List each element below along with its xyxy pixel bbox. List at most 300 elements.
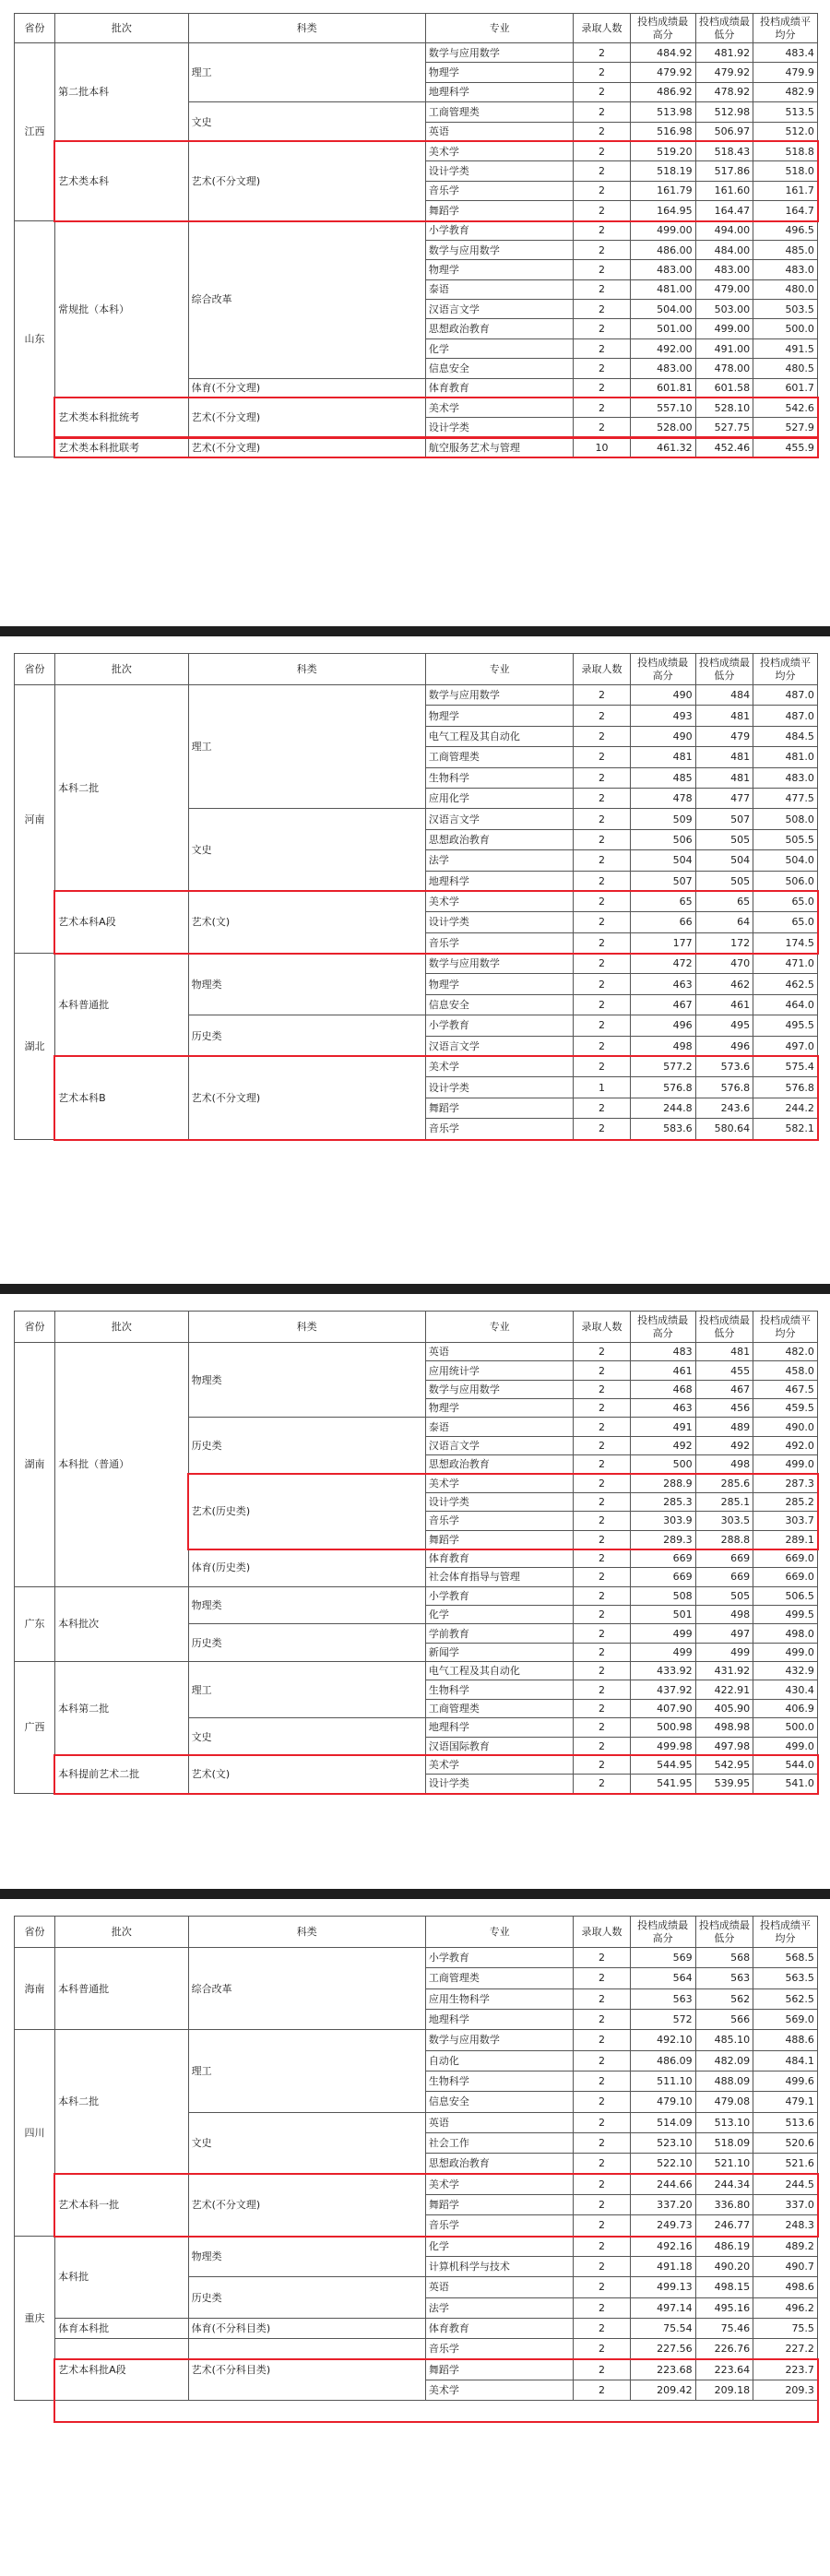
avg-score-cell: 498.0 xyxy=(753,1624,818,1643)
avg-score-cell: 285.2 xyxy=(753,1492,818,1511)
major-cell: 生物科学 xyxy=(425,1680,573,1699)
major-cell: 生物科学 xyxy=(425,767,573,788)
section-divider xyxy=(0,626,830,636)
count-cell: 2 xyxy=(574,994,630,1015)
batch-cell: 第二批本科 xyxy=(55,43,189,142)
avg-score-cell: 289.1 xyxy=(753,1530,818,1549)
major-cell: 计算机科学与技术 xyxy=(425,2256,573,2276)
avg-score-cell: 499.6 xyxy=(753,2071,818,2091)
avg-score-cell: 484.1 xyxy=(753,2050,818,2071)
major-cell: 体育教育 xyxy=(425,378,573,398)
header-major: 专业 xyxy=(425,14,573,43)
table-row xyxy=(15,2318,818,2338)
avg-score-cell: 576.8 xyxy=(753,1077,818,1098)
min-score-cell: 226.76 xyxy=(695,2339,753,2359)
avg-score-cell: 487.0 xyxy=(753,685,818,706)
avg-score-cell: 287.3 xyxy=(753,1474,818,1492)
table-row xyxy=(15,1755,818,1774)
category-cell: 理工 xyxy=(188,2030,425,2112)
max-score-cell: 504.00 xyxy=(630,300,695,319)
count-cell: 2 xyxy=(574,2112,630,2132)
major-cell: 英语 xyxy=(425,122,573,141)
max-score-cell: 518.19 xyxy=(630,161,695,181)
batch-cell: 本科普通批 xyxy=(55,954,189,1057)
major-cell: 思想政治教育 xyxy=(425,829,573,849)
avg-score-cell: 430.4 xyxy=(753,1680,818,1699)
avg-score-cell: 480.5 xyxy=(753,359,818,378)
count-cell: 2 xyxy=(574,726,630,746)
min-score-cell: 467 xyxy=(695,1380,753,1398)
major-cell: 思想政治教育 xyxy=(425,2154,573,2174)
province-cell: 四川 xyxy=(15,2030,55,2236)
header-min: 投档成绩最低分 xyxy=(695,654,753,685)
count-cell: 2 xyxy=(574,279,630,299)
avg-score-cell: 506.0 xyxy=(753,871,818,891)
count-cell: 2 xyxy=(574,220,630,240)
max-score-cell: 433.92 xyxy=(630,1662,695,1680)
max-score-cell: 249.73 xyxy=(630,2215,695,2236)
avg-score-cell: 75.5 xyxy=(753,2318,818,2338)
min-score-cell: 495.16 xyxy=(695,2297,753,2318)
category-cell: 理工 xyxy=(188,685,425,809)
avg-score-cell: 505.5 xyxy=(753,829,818,849)
major-cell: 体育教育 xyxy=(425,2318,573,2338)
avg-score-cell: 406.9 xyxy=(753,1699,818,1717)
max-score-cell: 669 xyxy=(630,1568,695,1586)
score-panel xyxy=(0,1899,830,2576)
batch-cell: 艺术本科一批 xyxy=(55,2174,189,2236)
min-score-cell: 539.95 xyxy=(695,1775,753,1793)
avg-score-cell: 508.0 xyxy=(753,809,818,829)
avg-score-cell: 244.5 xyxy=(753,2174,818,2194)
batch-cell: 艺术本科A段 xyxy=(55,891,189,953)
major-cell: 美术学 xyxy=(425,1474,573,1492)
count-cell: 2 xyxy=(574,122,630,141)
avg-score-cell: 492.0 xyxy=(753,1436,818,1454)
avg-score-cell: 542.6 xyxy=(753,398,818,418)
avg-score-cell: 467.5 xyxy=(753,1380,818,1398)
major-cell: 设计学类 xyxy=(425,1492,573,1511)
major-cell: 设计学类 xyxy=(425,161,573,181)
max-score-cell: 499 xyxy=(630,1624,695,1643)
count-cell: 2 xyxy=(574,788,630,808)
avg-score-cell: 481.0 xyxy=(753,747,818,767)
header-avg: 投档成绩平均分 xyxy=(753,14,818,43)
province-cell: 重庆 xyxy=(15,2236,55,2401)
avg-score-cell: 244.2 xyxy=(753,1098,818,1118)
header-count: 录取人数 xyxy=(574,1917,630,1948)
max-score-cell: 563 xyxy=(630,1988,695,2009)
count-cell: 2 xyxy=(574,829,630,849)
count-cell: 2 xyxy=(574,1512,630,1530)
province-cell: 江西 xyxy=(15,43,55,221)
major-cell: 数学与应用数学 xyxy=(425,685,573,706)
count-cell: 2 xyxy=(574,1968,630,1988)
min-score-cell: 456 xyxy=(695,1399,753,1418)
count-cell: 10 xyxy=(574,437,630,457)
batch-cell: 本科普通批 xyxy=(55,1948,189,2030)
table-row xyxy=(15,437,818,457)
major-cell: 应用生物科学 xyxy=(425,1988,573,2009)
max-score-cell: 337.20 xyxy=(630,2194,695,2214)
max-score-cell: 491 xyxy=(630,1418,695,1436)
avg-score-cell: 479.1 xyxy=(753,2092,818,2112)
min-score-cell: 479.00 xyxy=(695,279,753,299)
score-table xyxy=(14,13,818,457)
min-score-cell: 164.47 xyxy=(695,201,753,220)
major-cell: 信息安全 xyxy=(425,359,573,378)
min-score-cell: 478.00 xyxy=(695,359,753,378)
min-score-cell: 462 xyxy=(695,974,753,994)
max-score-cell: 491.18 xyxy=(630,2256,695,2276)
major-cell: 舞蹈学 xyxy=(425,2194,573,2214)
count-cell: 2 xyxy=(574,2297,630,2318)
major-cell: 舞蹈学 xyxy=(425,201,573,220)
major-cell: 社会工作 xyxy=(425,2132,573,2153)
avg-score-cell: 500.0 xyxy=(753,1718,818,1737)
min-score-cell: 405.90 xyxy=(695,1699,753,1717)
major-cell: 汉语言文学 xyxy=(425,1436,573,1454)
header-avg: 投档成绩平均分 xyxy=(753,654,818,685)
header-min: 投档成绩最低分 xyxy=(695,14,753,43)
max-score-cell: 497.14 xyxy=(630,2297,695,2318)
min-score-cell: 573.6 xyxy=(695,1057,753,1077)
max-score-cell: 285.3 xyxy=(630,1492,695,1511)
header-batch: 批次 xyxy=(55,1917,189,1948)
max-score-cell: 509 xyxy=(630,809,695,829)
avg-score-cell: 506.5 xyxy=(753,1586,818,1605)
count-cell: 2 xyxy=(574,912,630,932)
count-cell: 2 xyxy=(574,2092,630,2112)
header-category: 科类 xyxy=(188,654,425,685)
count-cell: 2 xyxy=(574,1737,630,1755)
max-score-cell: 508 xyxy=(630,1586,695,1605)
major-cell: 地理科学 xyxy=(425,871,573,891)
max-score-cell: 499.00 xyxy=(630,220,695,240)
major-cell: 数学与应用数学 xyxy=(425,954,573,974)
count-cell: 2 xyxy=(574,1586,630,1605)
category-cell: 综合改革 xyxy=(188,220,425,378)
category-cell: 历史类 xyxy=(188,2277,425,2319)
count-cell: 2 xyxy=(574,1680,630,1699)
major-cell: 新闻学 xyxy=(425,1643,573,1661)
avg-score-cell: 544.0 xyxy=(753,1755,818,1774)
table-row xyxy=(15,891,818,911)
header-province: 省份 xyxy=(15,14,55,43)
batch-cell: 艺术类本科批联考 xyxy=(55,437,189,457)
count-cell: 2 xyxy=(574,1399,630,1418)
major-cell: 航空服务艺术与管理 xyxy=(425,437,573,457)
min-score-cell: 601.58 xyxy=(695,378,753,398)
min-score-cell: 172 xyxy=(695,932,753,953)
min-score-cell: 336.80 xyxy=(695,2194,753,2214)
avg-score-cell: 669.0 xyxy=(753,1549,818,1567)
count-cell: 2 xyxy=(574,1119,630,1139)
major-cell: 数学与应用数学 xyxy=(425,240,573,259)
header-count: 录取人数 xyxy=(574,654,630,685)
count-cell: 2 xyxy=(574,338,630,358)
major-cell: 地理科学 xyxy=(425,82,573,101)
min-score-cell: 490.20 xyxy=(695,2256,753,2276)
major-cell: 美术学 xyxy=(425,141,573,160)
category-cell: 艺术(不分文理) xyxy=(188,141,425,220)
major-cell: 数学与应用数学 xyxy=(425,1380,573,1398)
avg-score-cell: 499.0 xyxy=(753,1455,818,1474)
count-cell: 2 xyxy=(574,260,630,279)
count-cell: 2 xyxy=(574,2339,630,2359)
count-cell: 2 xyxy=(574,240,630,259)
min-score-cell: 431.92 xyxy=(695,1662,753,1680)
header-batch: 批次 xyxy=(55,1312,189,1343)
min-score-cell: 243.6 xyxy=(695,1098,753,1118)
header-min: 投档成绩最低分 xyxy=(695,1917,753,1948)
count-cell: 2 xyxy=(574,2236,630,2256)
count-cell: 2 xyxy=(574,1015,630,1036)
avg-score-cell: 487.0 xyxy=(753,706,818,726)
avg-score-cell: 303.7 xyxy=(753,1512,818,1530)
count-cell: 2 xyxy=(574,181,630,200)
header-major: 专业 xyxy=(425,654,573,685)
count-cell: 2 xyxy=(574,82,630,101)
min-score-cell: 481.92 xyxy=(695,43,753,63)
max-score-cell: 492.00 xyxy=(630,338,695,358)
header-avg: 投档成绩平均分 xyxy=(753,1312,818,1343)
max-score-cell: 65 xyxy=(630,891,695,911)
count-cell: 2 xyxy=(574,359,630,378)
avg-score-cell: 575.4 xyxy=(753,1057,818,1077)
max-score-cell: 513.98 xyxy=(630,102,695,122)
max-score-cell: 564 xyxy=(630,1968,695,1988)
count-cell: 2 xyxy=(574,1098,630,1118)
major-cell: 小学教育 xyxy=(425,220,573,240)
major-cell: 设计学类 xyxy=(425,418,573,437)
min-score-cell: 527.75 xyxy=(695,418,753,437)
avg-score-cell: 495.5 xyxy=(753,1015,818,1036)
category-cell: 文史 xyxy=(188,809,425,892)
major-cell: 美术学 xyxy=(425,2380,573,2400)
header-province: 省份 xyxy=(15,1312,55,1343)
max-score-cell: 572 xyxy=(630,2009,695,2029)
avg-score-cell: 500.0 xyxy=(753,319,818,338)
max-score-cell: 486.00 xyxy=(630,240,695,259)
max-score-cell: 569 xyxy=(630,1948,695,1968)
min-score-cell: 498.98 xyxy=(695,1718,753,1737)
category-cell: 文史 xyxy=(188,102,425,142)
min-score-cell: 455 xyxy=(695,1361,753,1380)
category-cell: 综合改革 xyxy=(188,1948,425,2030)
major-cell: 电气工程及其自动化 xyxy=(425,726,573,746)
max-score-cell: 472 xyxy=(630,954,695,974)
min-score-cell: 499 xyxy=(695,1643,753,1661)
min-score-cell: 517.86 xyxy=(695,161,753,181)
avg-score-cell: 601.7 xyxy=(753,378,818,398)
major-cell: 思想政治教育 xyxy=(425,319,573,338)
max-score-cell: 528.00 xyxy=(630,418,695,437)
count-cell: 2 xyxy=(574,2380,630,2400)
max-score-cell: 492 xyxy=(630,1436,695,1454)
max-score-cell: 576.8 xyxy=(630,1077,695,1098)
header-major: 专业 xyxy=(425,1917,573,1948)
count-cell: 2 xyxy=(574,2174,630,2194)
avg-score-cell: 503.5 xyxy=(753,300,818,319)
max-score-cell: 501.00 xyxy=(630,319,695,338)
batch-cell: 本科提前艺术二批 xyxy=(55,1755,189,1793)
min-score-cell: 504 xyxy=(695,850,753,871)
min-score-cell: 285.6 xyxy=(695,1474,753,1492)
count-cell: 2 xyxy=(574,378,630,398)
major-cell: 英语 xyxy=(425,2112,573,2132)
max-score-cell: 523.10 xyxy=(630,2132,695,2153)
count-cell: 2 xyxy=(574,850,630,871)
avg-score-cell: 455.9 xyxy=(753,437,818,457)
category-cell: 艺术(不分文理) xyxy=(188,2174,425,2236)
count-cell: 2 xyxy=(574,43,630,63)
batch-cell: 艺术本科批A段 xyxy=(55,2339,189,2401)
category-cell: 艺术(不分科目类) xyxy=(188,2339,425,2401)
count-cell: 2 xyxy=(574,201,630,220)
min-score-cell: 518.09 xyxy=(695,2132,753,2153)
min-score-cell: 485.10 xyxy=(695,2030,753,2050)
min-score-cell: 563 xyxy=(695,1968,753,1988)
min-score-cell: 580.64 xyxy=(695,1119,753,1139)
major-cell: 信息安全 xyxy=(425,2092,573,2112)
max-score-cell: 490 xyxy=(630,726,695,746)
batch-cell: 本科二批 xyxy=(55,685,189,892)
max-score-cell: 557.10 xyxy=(630,398,695,418)
province-cell: 广东 xyxy=(15,1586,55,1661)
min-score-cell: 492 xyxy=(695,1436,753,1454)
min-score-cell: 506.97 xyxy=(695,122,753,141)
max-score-cell: 483.00 xyxy=(630,359,695,378)
avg-score-cell: 512.0 xyxy=(753,122,818,141)
max-score-cell: 519.20 xyxy=(630,141,695,160)
major-cell: 信息安全 xyxy=(425,994,573,1015)
min-score-cell: 528.10 xyxy=(695,398,753,418)
batch-cell: 体育本科批 xyxy=(55,2318,189,2338)
min-score-cell: 209.18 xyxy=(695,2380,753,2400)
count-cell: 2 xyxy=(574,2359,630,2380)
avg-score-cell: 518.8 xyxy=(753,141,818,160)
count-cell: 2 xyxy=(574,1436,630,1454)
count-cell: 2 xyxy=(574,974,630,994)
major-cell: 舞蹈学 xyxy=(425,1530,573,1549)
category-cell: 历史类 xyxy=(188,1418,425,1474)
major-cell: 化学 xyxy=(425,1606,573,1624)
count-cell: 2 xyxy=(574,300,630,319)
major-cell: 小学教育 xyxy=(425,1015,573,1036)
avg-score-cell: 458.0 xyxy=(753,1361,818,1380)
count-cell: 2 xyxy=(574,2154,630,2174)
avg-score-cell: 480.0 xyxy=(753,279,818,299)
max-score-cell: 478 xyxy=(630,788,695,808)
min-score-cell: 470 xyxy=(695,954,753,974)
avg-score-cell: 488.6 xyxy=(753,2030,818,2050)
count-cell: 2 xyxy=(574,1606,630,1624)
min-score-cell: 303.5 xyxy=(695,1512,753,1530)
major-cell: 泰语 xyxy=(425,279,573,299)
max-score-cell: 669 xyxy=(630,1549,695,1567)
major-cell: 设计学类 xyxy=(425,1775,573,1793)
avg-score-cell: 471.0 xyxy=(753,954,818,974)
max-score-cell: 227.56 xyxy=(630,2339,695,2359)
max-score-cell: 223.68 xyxy=(630,2359,695,2380)
major-cell: 法学 xyxy=(425,850,573,871)
category-cell: 物理类 xyxy=(188,1343,425,1418)
max-score-cell: 500 xyxy=(630,1455,695,1474)
province-cell: 河南 xyxy=(15,685,55,954)
category-cell: 艺术(不分文理) xyxy=(188,1057,425,1140)
min-score-cell: 495 xyxy=(695,1015,753,1036)
header-max: 投档成绩最高分 xyxy=(630,1312,695,1343)
major-cell: 地理科学 xyxy=(425,2009,573,2029)
max-score-cell: 541.95 xyxy=(630,1775,695,1793)
min-score-cell: 576.8 xyxy=(695,1077,753,1098)
header-row xyxy=(15,654,818,685)
major-cell: 设计学类 xyxy=(425,912,573,932)
count-cell: 2 xyxy=(574,891,630,911)
major-cell: 电气工程及其自动化 xyxy=(425,1662,573,1680)
avg-score-cell: 669.0 xyxy=(753,1568,818,1586)
min-score-cell: 505 xyxy=(695,1586,753,1605)
table-row xyxy=(15,1586,818,1605)
max-score-cell: 493 xyxy=(630,706,695,726)
max-score-cell: 504 xyxy=(630,850,695,871)
score-panel xyxy=(0,1294,830,1889)
batch-cell: 艺术类本科批统考 xyxy=(55,398,189,438)
major-cell: 音乐学 xyxy=(425,1512,573,1530)
table-row xyxy=(15,954,818,974)
category-cell: 物理类 xyxy=(188,954,425,1015)
max-score-cell: 501 xyxy=(630,1606,695,1624)
min-score-cell: 484.00 xyxy=(695,240,753,259)
major-cell: 小学教育 xyxy=(425,1948,573,1968)
avg-score-cell: 527.9 xyxy=(753,418,818,437)
max-score-cell: 75.54 xyxy=(630,2318,695,2338)
min-score-cell: 481 xyxy=(695,1343,753,1361)
max-score-cell: 483 xyxy=(630,1343,695,1361)
count-cell: 2 xyxy=(574,954,630,974)
header-major: 专业 xyxy=(425,1312,573,1343)
batch-cell: 本科二批 xyxy=(55,2030,189,2174)
count-cell: 2 xyxy=(574,685,630,706)
major-cell: 设计学类 xyxy=(425,1077,573,1098)
min-score-cell: 498.15 xyxy=(695,2277,753,2297)
min-score-cell: 503.00 xyxy=(695,300,753,319)
count-cell: 2 xyxy=(574,63,630,82)
min-score-cell: 562 xyxy=(695,1988,753,2009)
count-cell: 2 xyxy=(574,1492,630,1511)
min-score-cell: 482.09 xyxy=(695,2050,753,2071)
avg-score-cell: 174.5 xyxy=(753,932,818,953)
avg-score-cell: 161.7 xyxy=(753,181,818,200)
province-cell: 山东 xyxy=(15,220,55,457)
batch-cell: 本科第二批 xyxy=(55,1662,189,1756)
min-score-cell: 161.60 xyxy=(695,181,753,200)
max-score-cell: 496 xyxy=(630,1015,695,1036)
batch-cell: 本科批 xyxy=(55,2236,189,2318)
count-cell: 2 xyxy=(574,1530,630,1549)
max-score-cell: 507 xyxy=(630,871,695,891)
avg-score-cell: 462.5 xyxy=(753,974,818,994)
header-max: 投档成绩最高分 xyxy=(630,1917,695,1948)
header-max: 投档成绩最高分 xyxy=(630,654,695,685)
max-score-cell: 506 xyxy=(630,829,695,849)
avg-score-cell: 499.0 xyxy=(753,1643,818,1661)
avg-score-cell: 504.0 xyxy=(753,850,818,871)
avg-score-cell: 459.5 xyxy=(753,1399,818,1418)
major-cell: 应用化学 xyxy=(425,788,573,808)
max-score-cell: 492.16 xyxy=(630,2236,695,2256)
